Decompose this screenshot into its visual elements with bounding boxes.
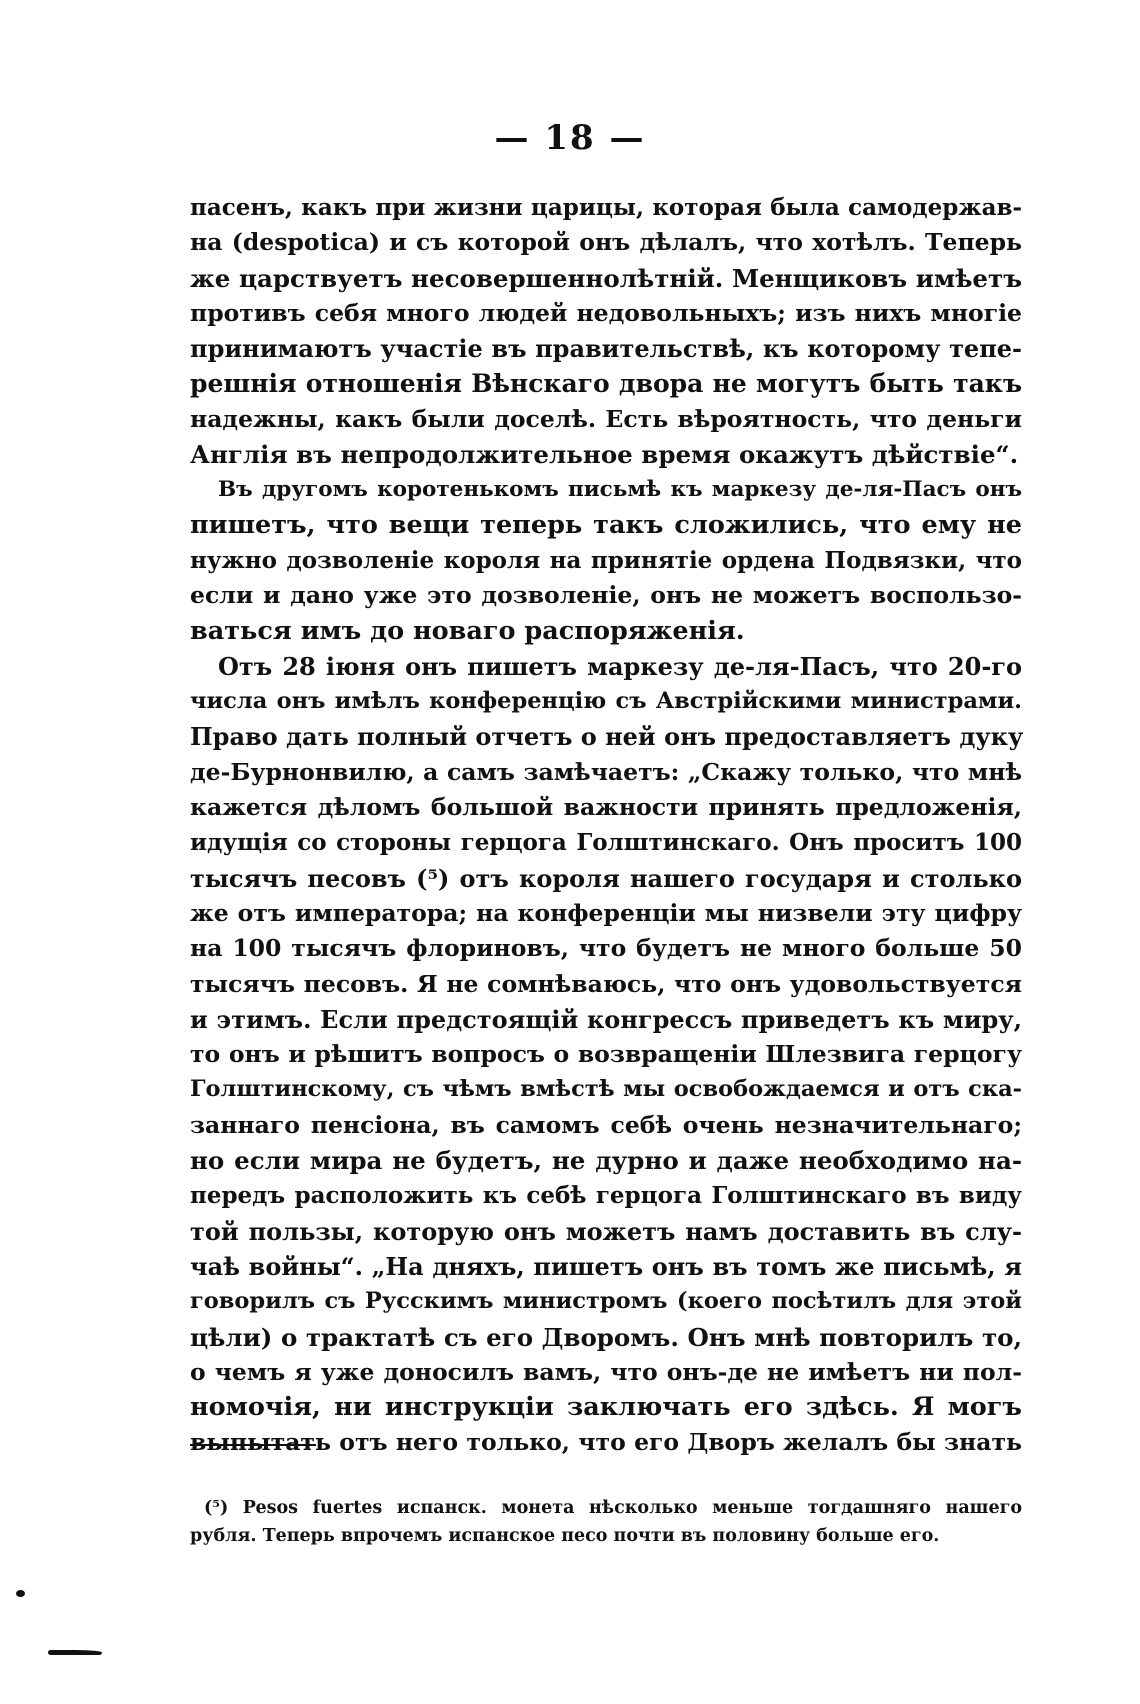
text-line: той пользы, которую онъ можетъ намъ доставить въ слу- (190, 1216, 1022, 1246)
text-line: о чемъ я уже доносилъ вамъ, что онъ-де не имѣетъ ни пол- (190, 1357, 1022, 1386)
scan-mark (48, 1650, 102, 1655)
text-line: то онъ и рѣшитъ вопросъ о возвращеніи Шлезвига герцогу (190, 1040, 1022, 1069)
text-line: и этимъ. Если предстоящій конгрессъ приведетъ къ миру, (190, 1004, 1022, 1034)
text-line: числа онъ имѣлъ конференцію съ Австрійскими министрами. (190, 688, 1022, 715)
text-line: передъ расположить къ себѣ герцога Голштинскаго въ виду (190, 1182, 1022, 1210)
footnote-line: (⁵) Pesos fuertes испанск. монета нѣсколько меньше тогдашняго нашего (204, 1498, 1022, 1518)
text-line: тысячъ песовъ (⁵) отъ короля нашего государя и столько (190, 863, 1022, 893)
paragraph-start-line: Въ другомъ коротенькомъ письмѣ къ маркезу де-ля-Пасъ онъ (218, 477, 1022, 503)
footnote-divider (190, 1444, 316, 1446)
text-line: противъ себя много людей недовольныхъ; изъ нихъ многіе (190, 298, 1022, 327)
footnotes (190, 1494, 1022, 1550)
text-line: идущія со стороны герцога Голштинскаго. Онъ проситъ 100 (190, 829, 1022, 857)
text-line: кажется дѣломъ большой важности принять предложенія, (190, 793, 1022, 822)
scan-speck (16, 1590, 25, 1597)
text-line: выпытать отъ него только, что его Дворъ желалъ бы знать (190, 1428, 1022, 1457)
text-line: говорилъ съ Русскимъ министромъ (коего посѣтилъ для этой (190, 1288, 1022, 1315)
text-line: цѣли) о трактатѣ съ его Дворомъ. Онъ мнѣ повторилъ то, (190, 1322, 1022, 1352)
text-line: на 100 тысячъ флориновъ, что будетъ не много больше 50 (190, 934, 1022, 963)
text-line: тысячъ песовъ. Я не сомнѣваюсь, что онъ удовольствуется (190, 969, 1022, 998)
text-line: заннаго пенсіона, въ самомъ себѣ очень незначительнаго; (190, 1110, 1022, 1139)
text-line: Право дать полный отчетъ о ней онъ предоставляетъ дуку (190, 722, 1024, 752)
body-text (190, 190, 1022, 1461)
text-line: же царствуетъ несовершеннолѣтній. Менщиковъ имѣетъ (190, 263, 1022, 293)
footnote-line: рубля. Теперь впрочемъ испанское песо почти въ половину больше его. (190, 1526, 940, 1546)
text-line: нужно дозволеніе короля на принятіе ордена Подвязки, что (190, 546, 1022, 574)
text-line: пасенъ, какъ при жизни царицы, которая была самодержав- (190, 194, 1022, 221)
paragraph-start-line: Отъ 28 іюня онъ пишетъ маркезу де-ля-Пасъ, что 20-го (218, 651, 1022, 681)
text-line: надежны, какъ были доселѣ. Есть вѣроятность, что деньги (190, 404, 1022, 433)
text-line: Голштинскому, съ чѣмъ вмѣстѣ мы освобождаемся и отъ ска- (190, 1076, 1022, 1103)
text-line: на (despotica) и съ которой онъ дѣлалъ, что хотѣлъ. Теперь (190, 228, 1022, 257)
text-line: же отъ императора; на конференціи мы низвели эту цифру (190, 898, 1022, 927)
text-line: Англія въ непродолжительное время окажутъ дѣйствіе“. (190, 440, 1019, 470)
text-line: но если мира не будетъ, не дурно и даже необходимо на- (190, 1146, 1022, 1176)
text-line: ваться имъ до новаго распоряженія. (190, 615, 745, 646)
text-line: номочія, ни инструкціи заключать его здѣсь. Я могъ (190, 1392, 1022, 1423)
text-line: принимаютъ участіе въ правительствѣ, къ которому тепе- (190, 334, 1022, 364)
text-line: решнія отношенія Вѣнскаго двора не могутъ быть такъ (190, 369, 1022, 399)
text-line: если и дано уже это дозволеніе, онъ не можетъ воспользо- (190, 581, 1022, 610)
text-line: пишетъ, что вещи теперь такъ сложились, что ему не (190, 509, 1022, 540)
page-number: — 18 — (494, 118, 646, 158)
text-line: де-Бурнонвилю, а самъ замѣчаетъ: „Скажу только, что мнѣ (190, 757, 1022, 786)
text-line: чаѣ войны“. „На дняхъ, пишетъ онъ въ томъ же письмѣ, я (190, 1251, 1022, 1281)
